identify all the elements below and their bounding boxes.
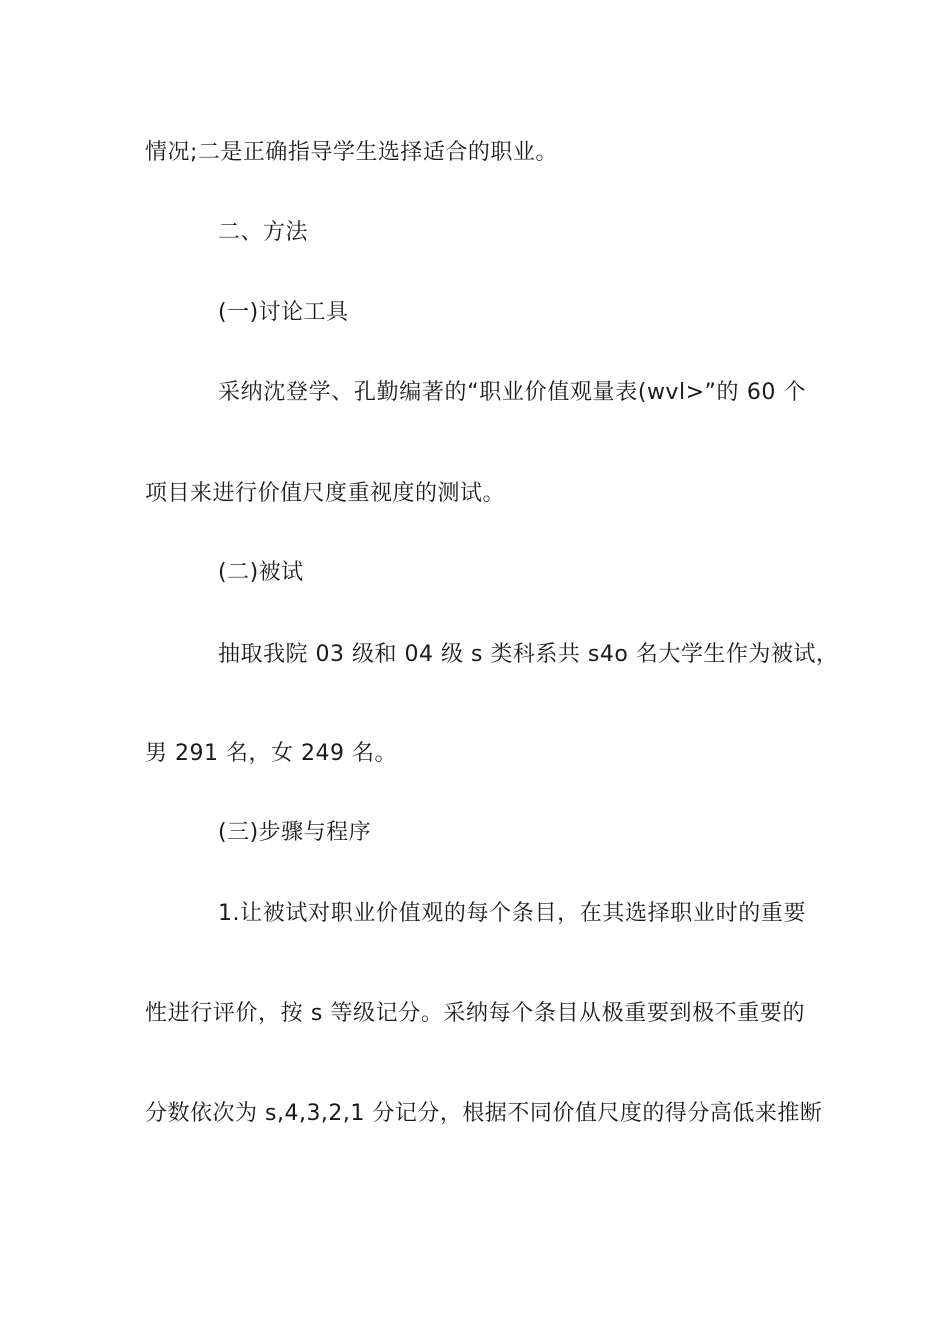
paragraph-line: 采纳沈登学、孔勤编著的“职业价值观量表(wvl>”的 60 个 bbox=[218, 380, 806, 405]
paragraph-line: 男 291 名，女 249 名。 bbox=[145, 741, 397, 766]
subsection-heading: (三)步骤与程序 bbox=[218, 820, 372, 845]
paragraph-line: 性进行评价，按 s 等级记分。采纳每个条目从极重要到极不重要的 bbox=[145, 1001, 805, 1026]
paragraph-line: 分数依次为 s,4,3,2,1 分记分，根据不同价值尺度的得分高低来推断 bbox=[145, 1101, 823, 1126]
subsection-heading: (二)被试 bbox=[218, 560, 304, 585]
section-heading: 二、方法 bbox=[218, 220, 309, 245]
paragraph-line: 项目来进行价值尺度重视度的测试。 bbox=[145, 481, 506, 506]
paragraph-line: 1.让被试对职业价值观的每个条目，在其选择职业时的重要 bbox=[218, 901, 806, 926]
subsection-heading: (一)讨论工具 bbox=[218, 300, 349, 325]
paragraph-line: 抽取我院 03 级和 04 级 s 类科系共 s4o 名大学生作为被试， bbox=[218, 642, 839, 667]
paragraph-line: 情况;二是正确指导学生选择适合的职业。 bbox=[145, 140, 558, 165]
